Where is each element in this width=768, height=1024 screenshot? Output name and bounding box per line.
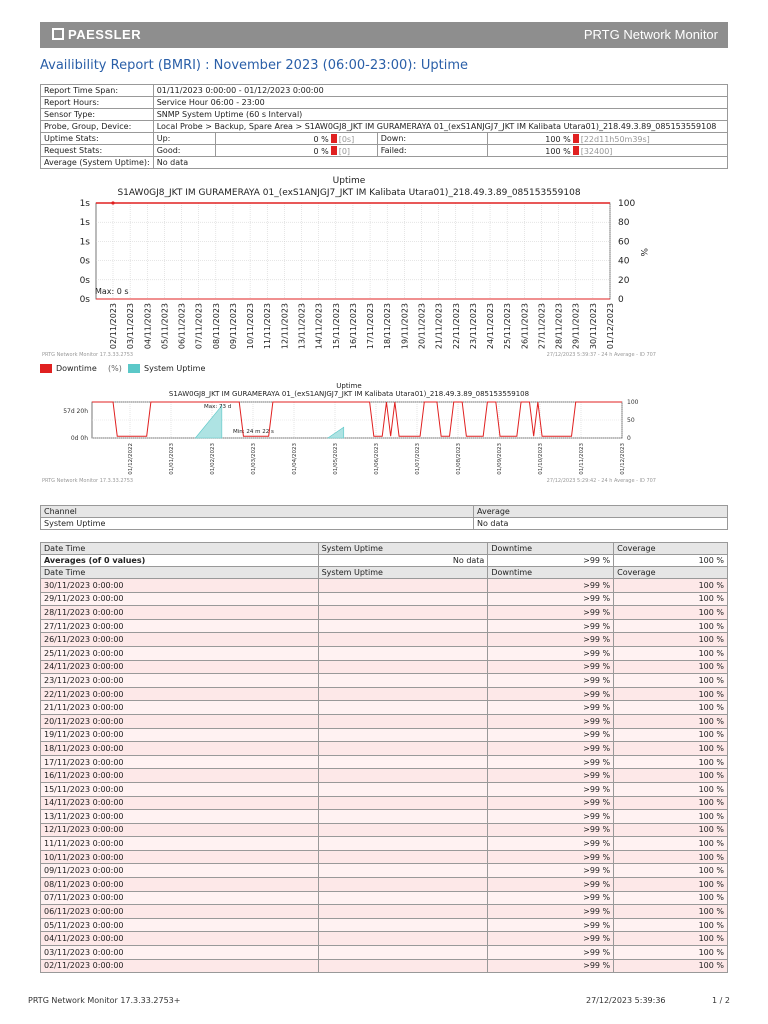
row-downtime: >99 % (488, 810, 614, 824)
down-label: Down: (377, 133, 487, 145)
x-tick-label: 17/11/2023 (366, 303, 376, 350)
x-tick-label: 10/11/2023 (246, 303, 256, 350)
chart-subtitle: S1AW0GJ8_JKT IM GURAMERAYA 01_(exS1ANJGJ7_JKT IM Kalibata Utara01)_218.49.3.89_085153559108 (117, 188, 581, 198)
table-row (41, 701, 728, 715)
row-coverage: 100 % (614, 823, 728, 837)
x-tick-label: 01/09/2023 (497, 443, 503, 475)
row-uptime (318, 606, 488, 620)
y-left-tick: 1s (79, 218, 90, 229)
row-uptime (318, 796, 488, 810)
table-row (41, 850, 728, 864)
row-datetime: 17/11/2023 0:00:00 (41, 755, 319, 769)
row-datetime: 10/11/2023 0:00:00 (41, 850, 319, 864)
y-right-tick: 50 (627, 417, 635, 424)
table-row (41, 905, 728, 919)
table-row (41, 864, 728, 878)
down-bar (573, 134, 579, 143)
max-annotation: Max: 0 s (95, 287, 129, 296)
channel-table (40, 505, 728, 530)
chart-footer-left: PRTG Network Monitor 17.3.33.2753 (42, 478, 134, 484)
info-label: Report Time Span: (41, 85, 154, 97)
row-datetime: 09/11/2023 0:00:00 (41, 864, 319, 878)
table-row (41, 959, 728, 973)
row-coverage: 100 % (614, 810, 728, 824)
row-uptime (318, 592, 488, 606)
row-uptime (318, 579, 488, 593)
row-downtime: >99 % (488, 823, 614, 837)
y-right-tick: 100 (627, 399, 639, 406)
row-downtime: >99 % (488, 660, 614, 674)
x-tick-label: 14/11/2023 (314, 303, 324, 350)
x-tick-label: 24/11/2023 (486, 303, 496, 350)
y-right-tick: 0 (618, 295, 624, 305)
row-datetime: 26/11/2023 0:00:00 (41, 633, 319, 647)
x-tick-label: 01/03/2023 (251, 443, 257, 475)
y-left-tick: 1s (79, 237, 90, 248)
x-tick-label: 25/11/2023 (503, 303, 513, 350)
row-datetime: 25/11/2023 0:00:00 (41, 646, 319, 660)
y-right-tick: 0 (627, 435, 631, 442)
good-count: [0] (338, 146, 351, 156)
column-header: Downtime (488, 543, 614, 555)
row-downtime: >99 % (488, 579, 614, 593)
down-pct: 100 % (545, 134, 571, 144)
failed-pct: 100 % (545, 146, 571, 156)
info-value: Service Hour 06:00 - 23:00 (153, 97, 727, 109)
x-tick-label: 03/11/2023 (126, 303, 136, 350)
row-uptime (318, 742, 488, 756)
x-tick-label: 18/11/2023 (383, 303, 393, 350)
up-bar (331, 134, 337, 143)
row-coverage: 100 % (614, 579, 728, 593)
report-title: Availibility Report (BMRI) : November 2023 (06:00-23:00): Uptime (40, 58, 469, 73)
table-row (41, 687, 728, 701)
row-downtime: >99 % (488, 946, 614, 960)
x-tick-label: 21/11/2023 (434, 303, 444, 350)
failed-label: Failed: (377, 145, 487, 157)
row-coverage: 100 % (614, 782, 728, 796)
row-coverage: 100 % (614, 619, 728, 633)
row-uptime (318, 619, 488, 633)
x-tick-label: 16/11/2023 (348, 303, 358, 350)
table-row (41, 742, 728, 756)
row-datetime: 03/11/2023 0:00:00 (41, 946, 319, 960)
column-header: Date Time (41, 543, 319, 555)
info-label: Sensor Type: (41, 109, 154, 121)
x-tick-label: 01/04/2023 (292, 443, 298, 475)
chart-footer-right: 27/12/2023 5:29:42 - 24 h Average - ID 707 (546, 478, 656, 484)
row-datetime: 06/11/2023 0:00:00 (41, 905, 319, 919)
row-downtime: >99 % (488, 728, 614, 742)
row-uptime (318, 714, 488, 728)
x-tick-label: 12/11/2023 (280, 303, 290, 350)
y-right-tick: 60 (618, 237, 630, 248)
column-header: Date Time (41, 567, 319, 579)
x-tick-label: 01/01/2023 (169, 443, 175, 475)
up-pct: 0 % (313, 134, 329, 144)
row-datetime: 30/11/2023 0:00:00 (41, 579, 319, 593)
table-row (41, 932, 728, 946)
row-datetime: 15/11/2023 0:00:00 (41, 782, 319, 796)
footer-left: PRTG Network Monitor 17.3.33.2753+ (28, 996, 181, 1005)
row-coverage: 100 % (614, 592, 728, 606)
row-datetime: 14/11/2023 0:00:00 (41, 796, 319, 810)
table-row (41, 769, 728, 783)
x-tick-label: 27/11/2023 (537, 303, 547, 350)
row-uptime (318, 646, 488, 660)
failed-count: [32400] (580, 146, 613, 156)
min-annotation: Min: 24 m 22 s (233, 429, 274, 435)
info-label: Average (System Uptime): (41, 157, 154, 169)
down-value (487, 133, 727, 145)
row-coverage: 100 % (614, 701, 728, 715)
chart-footer-left: PRTG Network Monitor 17.3.33.2753 (42, 352, 134, 358)
info-label: Report Hours: (41, 97, 154, 109)
row-downtime: >99 % (488, 755, 614, 769)
row-uptime (318, 918, 488, 932)
y-right-label: % (638, 248, 648, 257)
x-tick-label: 01/12/2023 (620, 443, 626, 475)
x-tick-label: 20/11/2023 (417, 303, 427, 350)
x-tick-label: 01/02/2023 (210, 443, 216, 475)
x-tick-label: 08/11/2023 (211, 303, 221, 350)
info-value: No data (153, 157, 727, 169)
row-coverage: 100 % (614, 864, 728, 878)
x-tick-label: 29/11/2023 (571, 303, 581, 350)
row-uptime (318, 674, 488, 688)
table-row (41, 646, 728, 660)
row-uptime (318, 810, 488, 824)
y-right-tick: 40 (618, 256, 630, 267)
row-datetime: 05/11/2023 0:00:00 (41, 918, 319, 932)
row-uptime (318, 878, 488, 892)
down-time: [22d11h50m39s] (580, 134, 650, 144)
y-left-tick: 57d 20h (63, 408, 88, 415)
y-left-tick: 1s (79, 199, 90, 209)
good-label: Good: (153, 145, 215, 157)
row-coverage: 100 % (614, 932, 728, 946)
row-uptime (318, 959, 488, 973)
row-downtime: >99 % (488, 619, 614, 633)
row-uptime (318, 837, 488, 851)
y-left-tick: 0s (79, 295, 90, 305)
table-row (41, 796, 728, 810)
row-coverage: 100 % (614, 674, 728, 688)
chart-subtitle: S1AW0GJ8_JKT IM GURAMERAYA 01_(exS1ANJGJ7_JKT IM Kalibata Utara01)_218.49.3.89_085153559108 (168, 390, 530, 398)
y-left-tick: 0d 0h (70, 435, 88, 442)
legend-swatch-uptime (128, 364, 140, 373)
averages-label: Averages (of 0 values) (41, 555, 319, 567)
info-label: Uptime Stats: (41, 133, 154, 145)
row-uptime (318, 769, 488, 783)
row-uptime (318, 905, 488, 919)
table-row (41, 633, 728, 647)
table-row (41, 782, 728, 796)
x-tick-label: 01/05/2023 (333, 443, 339, 475)
row-coverage: 100 % (614, 769, 728, 783)
failed-value (487, 145, 727, 157)
row-downtime: >99 % (488, 932, 614, 946)
row-uptime (318, 687, 488, 701)
x-tick-label: 01/07/2023 (415, 443, 421, 475)
column-header: Coverage (614, 567, 728, 579)
row-datetime: 07/11/2023 0:00:00 (41, 891, 319, 905)
row-coverage: 100 % (614, 959, 728, 973)
x-tick-label: 07/11/2023 (194, 303, 204, 350)
table-row (41, 606, 728, 620)
data-table (40, 542, 728, 973)
footer-timestamp: 27/12/2023 5:39:36 (586, 996, 666, 1005)
row-downtime: >99 % (488, 687, 614, 701)
row-coverage: 100 % (614, 755, 728, 769)
chart-legend (40, 364, 205, 373)
row-downtime: >99 % (488, 633, 614, 647)
row-downtime: >99 % (488, 782, 614, 796)
downtime-point (111, 201, 114, 204)
table-row (41, 660, 728, 674)
table-row (41, 878, 728, 892)
row-downtime: >99 % (488, 742, 614, 756)
info-label: Request Stats: (41, 145, 154, 157)
row-coverage: 100 % (614, 905, 728, 919)
y-left-tick: 0s (79, 275, 90, 286)
good-bar (331, 146, 337, 155)
y-right-tick: 100 (618, 199, 636, 209)
table-row (41, 823, 728, 837)
paessler-logo-icon (52, 28, 64, 40)
column-header: Coverage (614, 543, 728, 555)
row-uptime (318, 891, 488, 905)
column-header: System Uptime (318, 543, 488, 555)
good-value (215, 145, 377, 157)
row-coverage: 100 % (614, 660, 728, 674)
row-downtime: >99 % (488, 646, 614, 660)
row-datetime: 28/11/2023 0:00:00 (41, 606, 319, 620)
uptime-chart-year (40, 378, 728, 488)
table-row (41, 755, 728, 769)
row-datetime: 16/11/2023 0:00:00 (41, 769, 319, 783)
legend-pct: (%) (108, 364, 122, 373)
row-coverage: 100 % (614, 633, 728, 647)
x-tick-label: 01/06/2023 (374, 443, 380, 475)
legend-downtime: Downtime (56, 364, 97, 373)
row-datetime: 29/11/2023 0:00:00 (41, 592, 319, 606)
chart-title: Uptime (332, 176, 366, 186)
row-coverage: 100 % (614, 742, 728, 756)
row-downtime: >99 % (488, 592, 614, 606)
x-tick-label: 26/11/2023 (520, 303, 530, 350)
x-tick-label: 06/11/2023 (177, 303, 187, 350)
x-tick-label: 04/11/2023 (143, 303, 153, 350)
row-downtime: >99 % (488, 918, 614, 932)
up-time: [0s] (338, 134, 355, 144)
column-header: System Uptime (318, 567, 488, 579)
info-label: Probe, Group, Device: (41, 121, 154, 133)
averages-row (41, 555, 728, 567)
row-uptime (318, 782, 488, 796)
row-coverage: 100 % (614, 606, 728, 620)
row-datetime: 11/11/2023 0:00:00 (41, 837, 319, 851)
row-coverage: 100 % (614, 837, 728, 851)
x-tick-label: 23/11/2023 (468, 303, 478, 350)
row-datetime: 22/11/2023 0:00:00 (41, 687, 319, 701)
product-name: PRTG Network Monitor (583, 27, 718, 42)
row-datetime: 21/11/2023 0:00:00 (41, 701, 319, 715)
x-tick-label: 13/11/2023 (297, 303, 307, 350)
row-datetime: 24/11/2023 0:00:00 (41, 660, 319, 674)
report-info-table (40, 84, 728, 169)
x-tick-label: 01/10/2023 (538, 443, 544, 475)
row-downtime: >99 % (488, 796, 614, 810)
row-downtime: >99 % (488, 891, 614, 905)
y-right-tick: 20 (618, 275, 630, 286)
x-tick-label: 15/11/2023 (331, 303, 341, 350)
table-row (41, 579, 728, 593)
table-row (41, 918, 728, 932)
column-header: Downtime (488, 567, 614, 579)
row-uptime (318, 946, 488, 960)
channel-average: No data (474, 518, 728, 530)
y-right-tick: 80 (618, 218, 630, 229)
x-tick-label: 02/11/2023 (109, 303, 118, 350)
row-downtime: >99 % (488, 905, 614, 919)
averages-coverage: 100 % (614, 555, 728, 567)
legend-uptime: System Uptime (144, 364, 206, 373)
row-uptime (318, 864, 488, 878)
row-coverage: 100 % (614, 878, 728, 892)
up-label: Up: (153, 133, 215, 145)
row-coverage: 100 % (614, 714, 728, 728)
averages-uptime: No data (318, 555, 488, 567)
y-left-tick: 0s (79, 256, 90, 267)
x-tick-label: 30/11/2023 (588, 303, 598, 350)
x-tick-label: 01/11/2023 (579, 443, 585, 475)
average-header: Average (474, 506, 728, 518)
chart-title: Uptime (336, 382, 362, 390)
uptime-chart-month (40, 172, 728, 362)
x-tick-label: 01/12/2023 (606, 303, 615, 350)
row-downtime: >99 % (488, 837, 614, 851)
x-tick-label: 28/11/2023 (554, 303, 564, 350)
row-datetime: 27/11/2023 0:00:00 (41, 619, 319, 633)
chart-footer-right: 27/12/2023 5:39:37 - 24 h Average - ID 707 (546, 352, 656, 358)
row-downtime: >99 % (488, 701, 614, 715)
row-coverage: 100 % (614, 850, 728, 864)
row-uptime (318, 823, 488, 837)
table-row (41, 592, 728, 606)
table-row (41, 619, 728, 633)
row-coverage: 100 % (614, 796, 728, 810)
table-row (41, 810, 728, 824)
row-uptime (318, 633, 488, 647)
row-coverage: 100 % (614, 646, 728, 660)
row-downtime: >99 % (488, 959, 614, 973)
row-downtime: >99 % (488, 878, 614, 892)
x-tick-label: 01/08/2023 (456, 443, 462, 475)
averages-downtime: >99 % (488, 555, 614, 567)
channel-header: Channel (41, 506, 474, 518)
channel-name: System Uptime (41, 518, 474, 530)
paessler-logo (52, 27, 141, 42)
table-row (41, 837, 728, 851)
max-annotation: Max: 73 d (204, 404, 232, 410)
row-datetime: 19/11/2023 0:00:00 (41, 728, 319, 742)
row-uptime (318, 850, 488, 864)
x-tick-label: 01/12/2022 (128, 443, 134, 475)
row-coverage: 100 % (614, 891, 728, 905)
row-datetime: 04/11/2023 0:00:00 (41, 932, 319, 946)
failed-bar (573, 146, 579, 155)
table-row (41, 891, 728, 905)
row-datetime: 02/11/2023 0:00:00 (41, 959, 319, 973)
row-coverage: 100 % (614, 918, 728, 932)
table-row (41, 674, 728, 688)
row-datetime: 20/11/2023 0:00:00 (41, 714, 319, 728)
row-downtime: >99 % (488, 674, 614, 688)
table-header-row (41, 567, 728, 579)
row-datetime: 18/11/2023 0:00:00 (41, 742, 319, 756)
row-uptime (318, 755, 488, 769)
row-coverage: 100 % (614, 687, 728, 701)
row-uptime (318, 932, 488, 946)
x-tick-label: 05/11/2023 (160, 303, 170, 350)
info-value: 01/11/2023 0:00:00 - 01/12/2023 0:00:00 (153, 85, 727, 97)
row-datetime: 23/11/2023 0:00:00 (41, 674, 319, 688)
row-uptime (318, 660, 488, 674)
row-datetime: 08/11/2023 0:00:00 (41, 878, 319, 892)
x-tick-label: 11/11/2023 (263, 303, 273, 350)
table-row (41, 714, 728, 728)
info-value: Local Probe > Backup, Spare Area > S1AW0GJ8_JKT IM GURAMERAYA 01_(exS1ANJGJ7_JKT IM Kalibata Utara01)_218.49.3.89_085153559108 (153, 121, 727, 133)
table-row (41, 946, 728, 960)
row-downtime: >99 % (488, 864, 614, 878)
row-coverage: 100 % (614, 728, 728, 742)
legend-swatch-downtime (40, 364, 52, 373)
good-pct: 0 % (313, 146, 329, 156)
row-downtime: >99 % (488, 714, 614, 728)
row-datetime: 13/11/2023 0:00:00 (41, 810, 319, 824)
up-value (215, 133, 377, 145)
x-tick-label: 19/11/2023 (400, 303, 410, 350)
x-tick-label: 09/11/2023 (228, 303, 238, 350)
row-datetime: 12/11/2023 0:00:00 (41, 823, 319, 837)
header-banner (40, 22, 728, 48)
row-downtime: >99 % (488, 769, 614, 783)
table-header-row (41, 543, 728, 555)
table-row (41, 728, 728, 742)
info-value: SNMP System Uptime (60 s Interval) (153, 109, 727, 121)
row-downtime: >99 % (488, 606, 614, 620)
row-coverage: 100 % (614, 946, 728, 960)
footer-page: 1 / 2 (712, 996, 730, 1005)
row-uptime (318, 701, 488, 715)
logo-text: PAESSLER (68, 27, 142, 42)
x-tick-label: 22/11/2023 (451, 303, 461, 350)
row-downtime: >99 % (488, 850, 614, 864)
row-uptime (318, 728, 488, 742)
